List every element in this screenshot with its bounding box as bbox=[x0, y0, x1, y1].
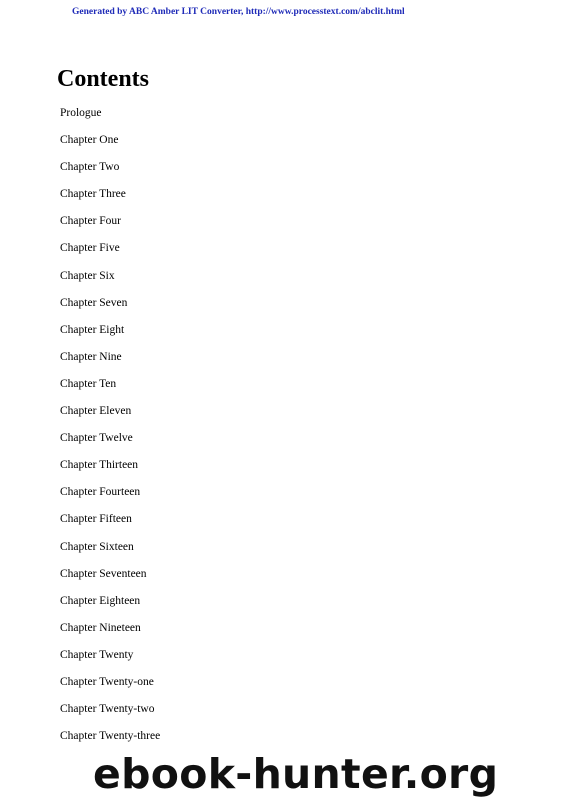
toc-item-chapter-two[interactable]: Chapter Two bbox=[60, 161, 120, 174]
contents-heading: Contents bbox=[57, 66, 150, 92]
toc-item-chapter-twenty-one[interactable]: Chapter Twenty-one bbox=[60, 675, 154, 688]
toc-item-chapter-twenty[interactable]: Chapter Twenty bbox=[60, 648, 134, 661]
toc-item-chapter-fifteen[interactable]: Chapter Fifteen bbox=[60, 513, 132, 526]
toc-item-chapter-eleven[interactable]: Chapter Eleven bbox=[60, 405, 132, 418]
watermark-text: ebook-hunter.org bbox=[93, 750, 499, 798]
toc-item-chapter-eight[interactable]: Chapter Eight bbox=[60, 323, 125, 336]
toc-item-chapter-six[interactable]: Chapter Six bbox=[60, 269, 115, 282]
generated-by-link[interactable]: Generated by ABC Amber LIT Converter, http://www.processtext.com/abclit.html bbox=[72, 7, 405, 17]
toc-item-chapter-nineteen[interactable]: Chapter Nineteen bbox=[60, 621, 141, 634]
toc-item-chapter-nine[interactable]: Chapter Nine bbox=[60, 350, 122, 363]
toc-item-chapter-thirteen[interactable]: Chapter Thirteen bbox=[60, 459, 139, 472]
toc-item-chapter-seven[interactable]: Chapter Seven bbox=[60, 296, 128, 309]
toc-item-chapter-twenty-two[interactable]: Chapter Twenty-two bbox=[60, 703, 155, 716]
toc-item-chapter-ten[interactable]: Chapter Ten bbox=[60, 377, 117, 390]
toc-item-chapter-four[interactable]: Chapter Four bbox=[60, 215, 122, 228]
toc-item-chapter-twenty-three[interactable]: Chapter Twenty-three bbox=[60, 730, 161, 743]
toc-item-chapter-five[interactable]: Chapter Five bbox=[60, 242, 120, 255]
toc-item-chapter-one[interactable]: Chapter One bbox=[60, 134, 119, 147]
toc-item-prologue[interactable]: Prologue bbox=[60, 107, 102, 119]
toc-item-chapter-seventeen[interactable]: Chapter Seventeen bbox=[60, 567, 147, 580]
toc-item-chapter-eighteen[interactable]: Chapter Eighteen bbox=[60, 594, 141, 607]
toc-item-chapter-three[interactable]: Chapter Three bbox=[60, 188, 126, 201]
table-of-contents bbox=[60, 104, 160, 754]
toc-item-chapter-twelve[interactable]: Chapter Twelve bbox=[60, 432, 133, 445]
toc-item-chapter-fourteen[interactable]: Chapter Fourteen bbox=[60, 486, 141, 499]
toc-item-chapter-sixteen[interactable]: Chapter Sixteen bbox=[60, 540, 134, 553]
